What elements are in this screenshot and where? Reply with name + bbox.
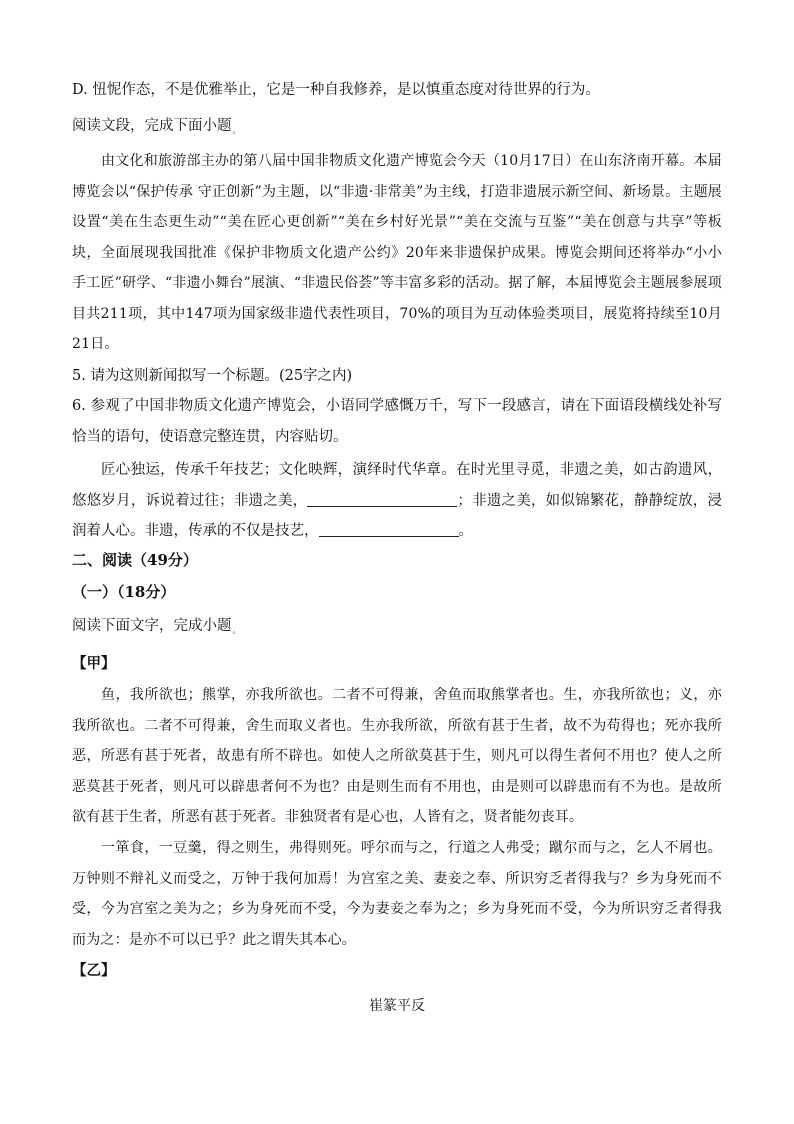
section-2-heading: 二、阅读（49分） — [72, 551, 198, 569]
jia-paragraph-2: 一箪食，一豆羹，得之则生，弗得则死。呼尔而与之，行道之人弗受；蹴尔而与之，乞人不屑也。万钟则不辩礼义而受之，万钟于我何加焉！为宫室之美、妻妾之奉、所识穷乏者得我与？乡为身死而不受，今为宫室之美为之；乡为身死而不受，今为妻妾之奉为之；乡为身死而不受，今为所识穷乏者得我而为之：是亦不可以已乎？此之谓失其本心。 — [72, 840, 722, 948]
label-yi: 【乙】 — [72, 962, 116, 979]
option-d: D. 忸怩作态，不是优雅举止，它是一种自我修养，是以慎重态度对待世界的行为。 — [72, 82, 600, 98]
question-5: 5. 请为这则新闻拟写一个标题。(25字之内) — [72, 368, 353, 384]
news-paragraph: 由文化和旅游部主办的第八届中国非物质文化遗产博览会今天（10月17日）在山东济南开幕。本届博览会以“保护传承 守正创新”为主题，以“非遗·非常美”为主线，打造非遗展示新空间、新场景。主题展设置“美在生态更生动”“美在匠心更创新”“美在乡村好光景”“美在交流与互鉴”“美在创意与共享”等板块，全面展现我国批准《保护非物质文化遗产公约》20年来非遗保护成果。博览会期间还将举办“小小手工匠”研学、“非遗小舞台”展演、“非遗民俗荟”等丰富多彩的活动。据了解，本届博览会主题展参展项目共211项，其中147项为国家级非遗代表性项目，70%的项目为互动体验类项目，展览将持续至10月21日。 — [72, 153, 722, 352]
answer-blank-2[interactable] — [319, 521, 459, 537]
jia-paragraph-1: 鱼，我所欲也；熊掌，亦我所欲也。二者不可得兼，舍鱼而取熊掌者也。生，亦我所欲也；义，亦我所欲也。二者不可得兼，舍生而取义者也。生亦我所欲，所欲有甚于生者，故不为苟得也；死亦我所恶，所恶有甚于死者，故患有所不辟也。如使人之所欲莫甚于生，则凡可以得生者何不用也？使人之所恶莫甚于死者，则凡可以辟患者何不为也？由是则生而有不用也，由是则可以辟患而有不为也。是故所欲有甚于生者，所恶有甚于死者。非独贤者有是心也，人皆有之，贤者能勿丧耳。 — [72, 687, 722, 825]
label-jia: 【甲】 — [72, 655, 116, 672]
question-6: 6. 参观了中国非物质文化遗产博览会，小语同学感慨万千，写下一段感言，请在下面语段横线处补写恰当的语句，使语意完整连贯，内容贴切。 — [72, 398, 722, 445]
instruction-2: 阅读下面文字，完成小题$_。$ — [72, 618, 241, 635]
instruction-1: 阅读文段，完成下面小题$_。$ — [72, 118, 241, 135]
question-6-passage: 匠心独运，传承千年技艺；文化映辉，演绎时代华章。在时光里寻觅，非遗之美，如古韵遗风，悠悠岁月，诉说着过往；非遗之美， ；非遗之美，如似锦繁花，静静绽放，浸润着人心。非遗，传承的不仅是技艺， 。 — [72, 462, 723, 539]
answer-blank-1[interactable] — [307, 491, 457, 507]
yi-title: 崔篆平反 — [369, 998, 425, 1014]
dot-mark: 。 — [232, 626, 241, 635]
part-1-heading: （一）（18分） — [72, 583, 176, 601]
dot-mark: 。 — [232, 126, 241, 135]
